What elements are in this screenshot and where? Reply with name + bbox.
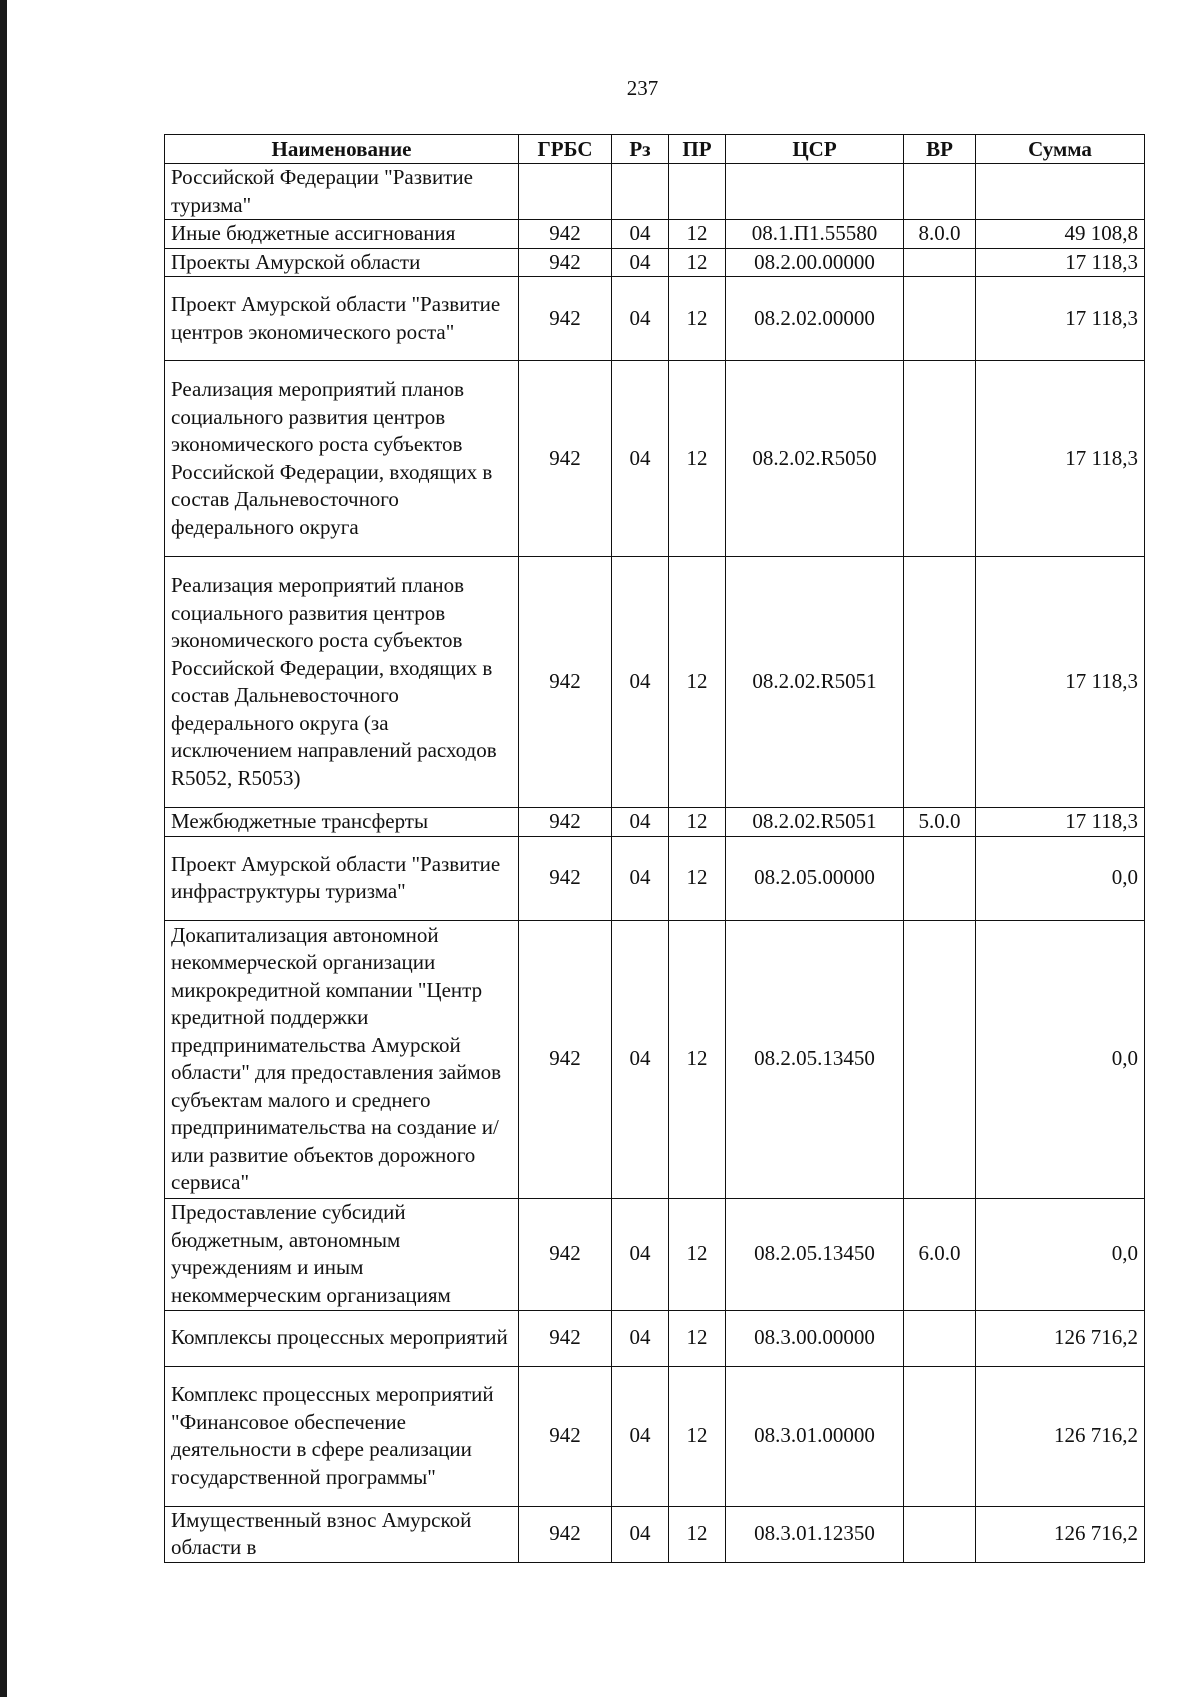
row-vr [904,1366,976,1506]
row-grbs: 942 [519,220,612,249]
row-grbs [519,164,612,220]
table-row [165,220,1145,249]
row-grbs: 942 [519,808,612,837]
row-csr: 08.2.05.00000 [726,836,904,920]
row-rz: 04 [612,920,669,1198]
row-grbs: 942 [519,920,612,1198]
row-csr: 08.3.01.12350 [726,1506,904,1562]
row-sum: 17 118,3 [976,361,1145,557]
header-row [165,135,1145,164]
row-vr [904,361,976,557]
row-rz: 04 [612,248,669,277]
row-vr [904,248,976,277]
row-pr: 12 [669,277,726,361]
row-vr: 5.0.0 [904,808,976,837]
row-rz: 04 [612,1198,669,1310]
row-grbs: 942 [519,277,612,361]
row-rz: 04 [612,1310,669,1366]
row-csr [726,164,904,220]
table-row [165,361,1145,557]
row-rz: 04 [612,808,669,837]
table-row [165,277,1145,361]
table-row [165,1506,1145,1562]
row-grbs: 942 [519,836,612,920]
row-grbs: 942 [519,248,612,277]
row-csr: 08.2.02.R5051 [726,557,904,808]
row-csr: 08.2.00.00000 [726,248,904,277]
table-row [165,248,1145,277]
row-rz: 04 [612,557,669,808]
row-vr: 6.0.0 [904,1198,976,1310]
row-vr: 8.0.0 [904,220,976,249]
row-pr: 12 [669,808,726,837]
row-name: Проект Амурской области "Развитие центров экономического роста" [165,277,519,361]
row-pr: 12 [669,1310,726,1366]
row-sum: 49 108,8 [976,220,1145,249]
row-sum: 17 118,3 [976,557,1145,808]
row-vr [904,557,976,808]
header-name: Наименование [165,135,519,164]
row-vr [904,836,976,920]
row-grbs: 942 [519,1506,612,1562]
row-csr: 08.2.05.13450 [726,920,904,1198]
row-name: Российской Федерации "Развитие туризма" [165,164,519,220]
row-pr: 12 [669,920,726,1198]
row-rz: 04 [612,220,669,249]
row-rz: 04 [612,1506,669,1562]
row-sum: 0,0 [976,836,1145,920]
row-pr [669,164,726,220]
row-name: Проект Амурской области "Развитие инфраструктуры туризма" [165,836,519,920]
row-vr [904,920,976,1198]
header-vr: ВР [904,135,976,164]
row-grbs: 942 [519,361,612,557]
row-sum: 0,0 [976,920,1145,1198]
row-pr: 12 [669,836,726,920]
row-sum: 17 118,3 [976,277,1145,361]
row-pr: 12 [669,557,726,808]
row-csr: 08.1.П1.55580 [726,220,904,249]
row-pr: 12 [669,248,726,277]
row-rz: 04 [612,1366,669,1506]
table-row [165,920,1145,1198]
header-csr: ЦСР [726,135,904,164]
row-name: Комплексы процессных мероприятий [165,1310,519,1366]
row-pr: 12 [669,1366,726,1506]
row-sum: 17 118,3 [976,808,1145,837]
table-row [165,164,1145,220]
table-row [165,808,1145,837]
row-rz [612,164,669,220]
row-rz: 04 [612,361,669,557]
row-rz: 04 [612,277,669,361]
row-grbs: 942 [519,1366,612,1506]
header-pr: ПР [669,135,726,164]
row-name: Иные бюджетные ассигнования [165,220,519,249]
row-name: Комплекс процессных мероприятий "Финансовое обеспечение деятельности в сфере реализации государственной программы" [165,1366,519,1506]
row-csr: 08.2.02.R5051 [726,808,904,837]
table-row [165,836,1145,920]
scan-edge [0,0,7,1697]
page-number: 237 [626,76,659,100]
row-vr [904,1506,976,1562]
row-name: Реализация мероприятий планов социального развития центров экономического роста субъектов Российской Федерации, входящих в состав Дальневосточного федерального округа [165,361,519,557]
row-csr: 08.2.05.13450 [726,1198,904,1310]
row-sum: 126 716,2 [976,1310,1145,1366]
header-sum: Сумма [976,135,1145,164]
row-csr: 08.3.00.00000 [726,1310,904,1366]
row-sum: 17 118,3 [976,248,1145,277]
header-grbs: ГРБС [519,135,612,164]
row-pr: 12 [669,1198,726,1310]
table-row [165,1198,1145,1310]
row-pr: 12 [669,220,726,249]
row-vr [904,277,976,361]
row-grbs: 942 [519,1198,612,1310]
row-name: Имущественный взнос Амурской области в [165,1506,519,1562]
row-sum: 126 716,2 [976,1366,1145,1506]
table-row [165,1310,1145,1366]
row-pr: 12 [669,1506,726,1562]
row-grbs: 942 [519,557,612,808]
table-row [165,557,1145,808]
row-sum: 0,0 [976,1198,1145,1310]
row-name: Докапитализация автономной некоммерческой организации микрокредитной компании "Центр кредитной поддержки предпринимательства Амурской области" для предоставления займов субъектам малого и среднего предпринимательства на создание и/или развитие объектов дорожного сервиса" [165,920,519,1198]
row-vr [904,164,976,220]
row-pr: 12 [669,361,726,557]
row-sum: 126 716,2 [976,1506,1145,1562]
row-name: Реализация мероприятий планов социального развития центров экономического роста субъектов Российской Федерации, входящих в состав Дальневосточного федерального округа (за исключением направлений расходов R5052, R5053) [165,557,519,808]
row-name: Проекты Амурской области [165,248,519,277]
row-rz: 04 [612,836,669,920]
row-grbs: 942 [519,1310,612,1366]
table-row [165,1366,1145,1506]
row-sum [976,164,1145,220]
row-csr: 08.3.01.00000 [726,1366,904,1506]
header-rz: Рз [612,135,669,164]
budget-table [164,134,1145,1563]
row-name: Межбюджетные трансферты [165,808,519,837]
row-name: Предоставление субсидий бюджетным, автономным учреждениям и иным некоммерческим организациям [165,1198,519,1310]
row-csr: 08.2.02.00000 [726,277,904,361]
row-csr: 08.2.02.R5050 [726,361,904,557]
row-vr [904,1310,976,1366]
